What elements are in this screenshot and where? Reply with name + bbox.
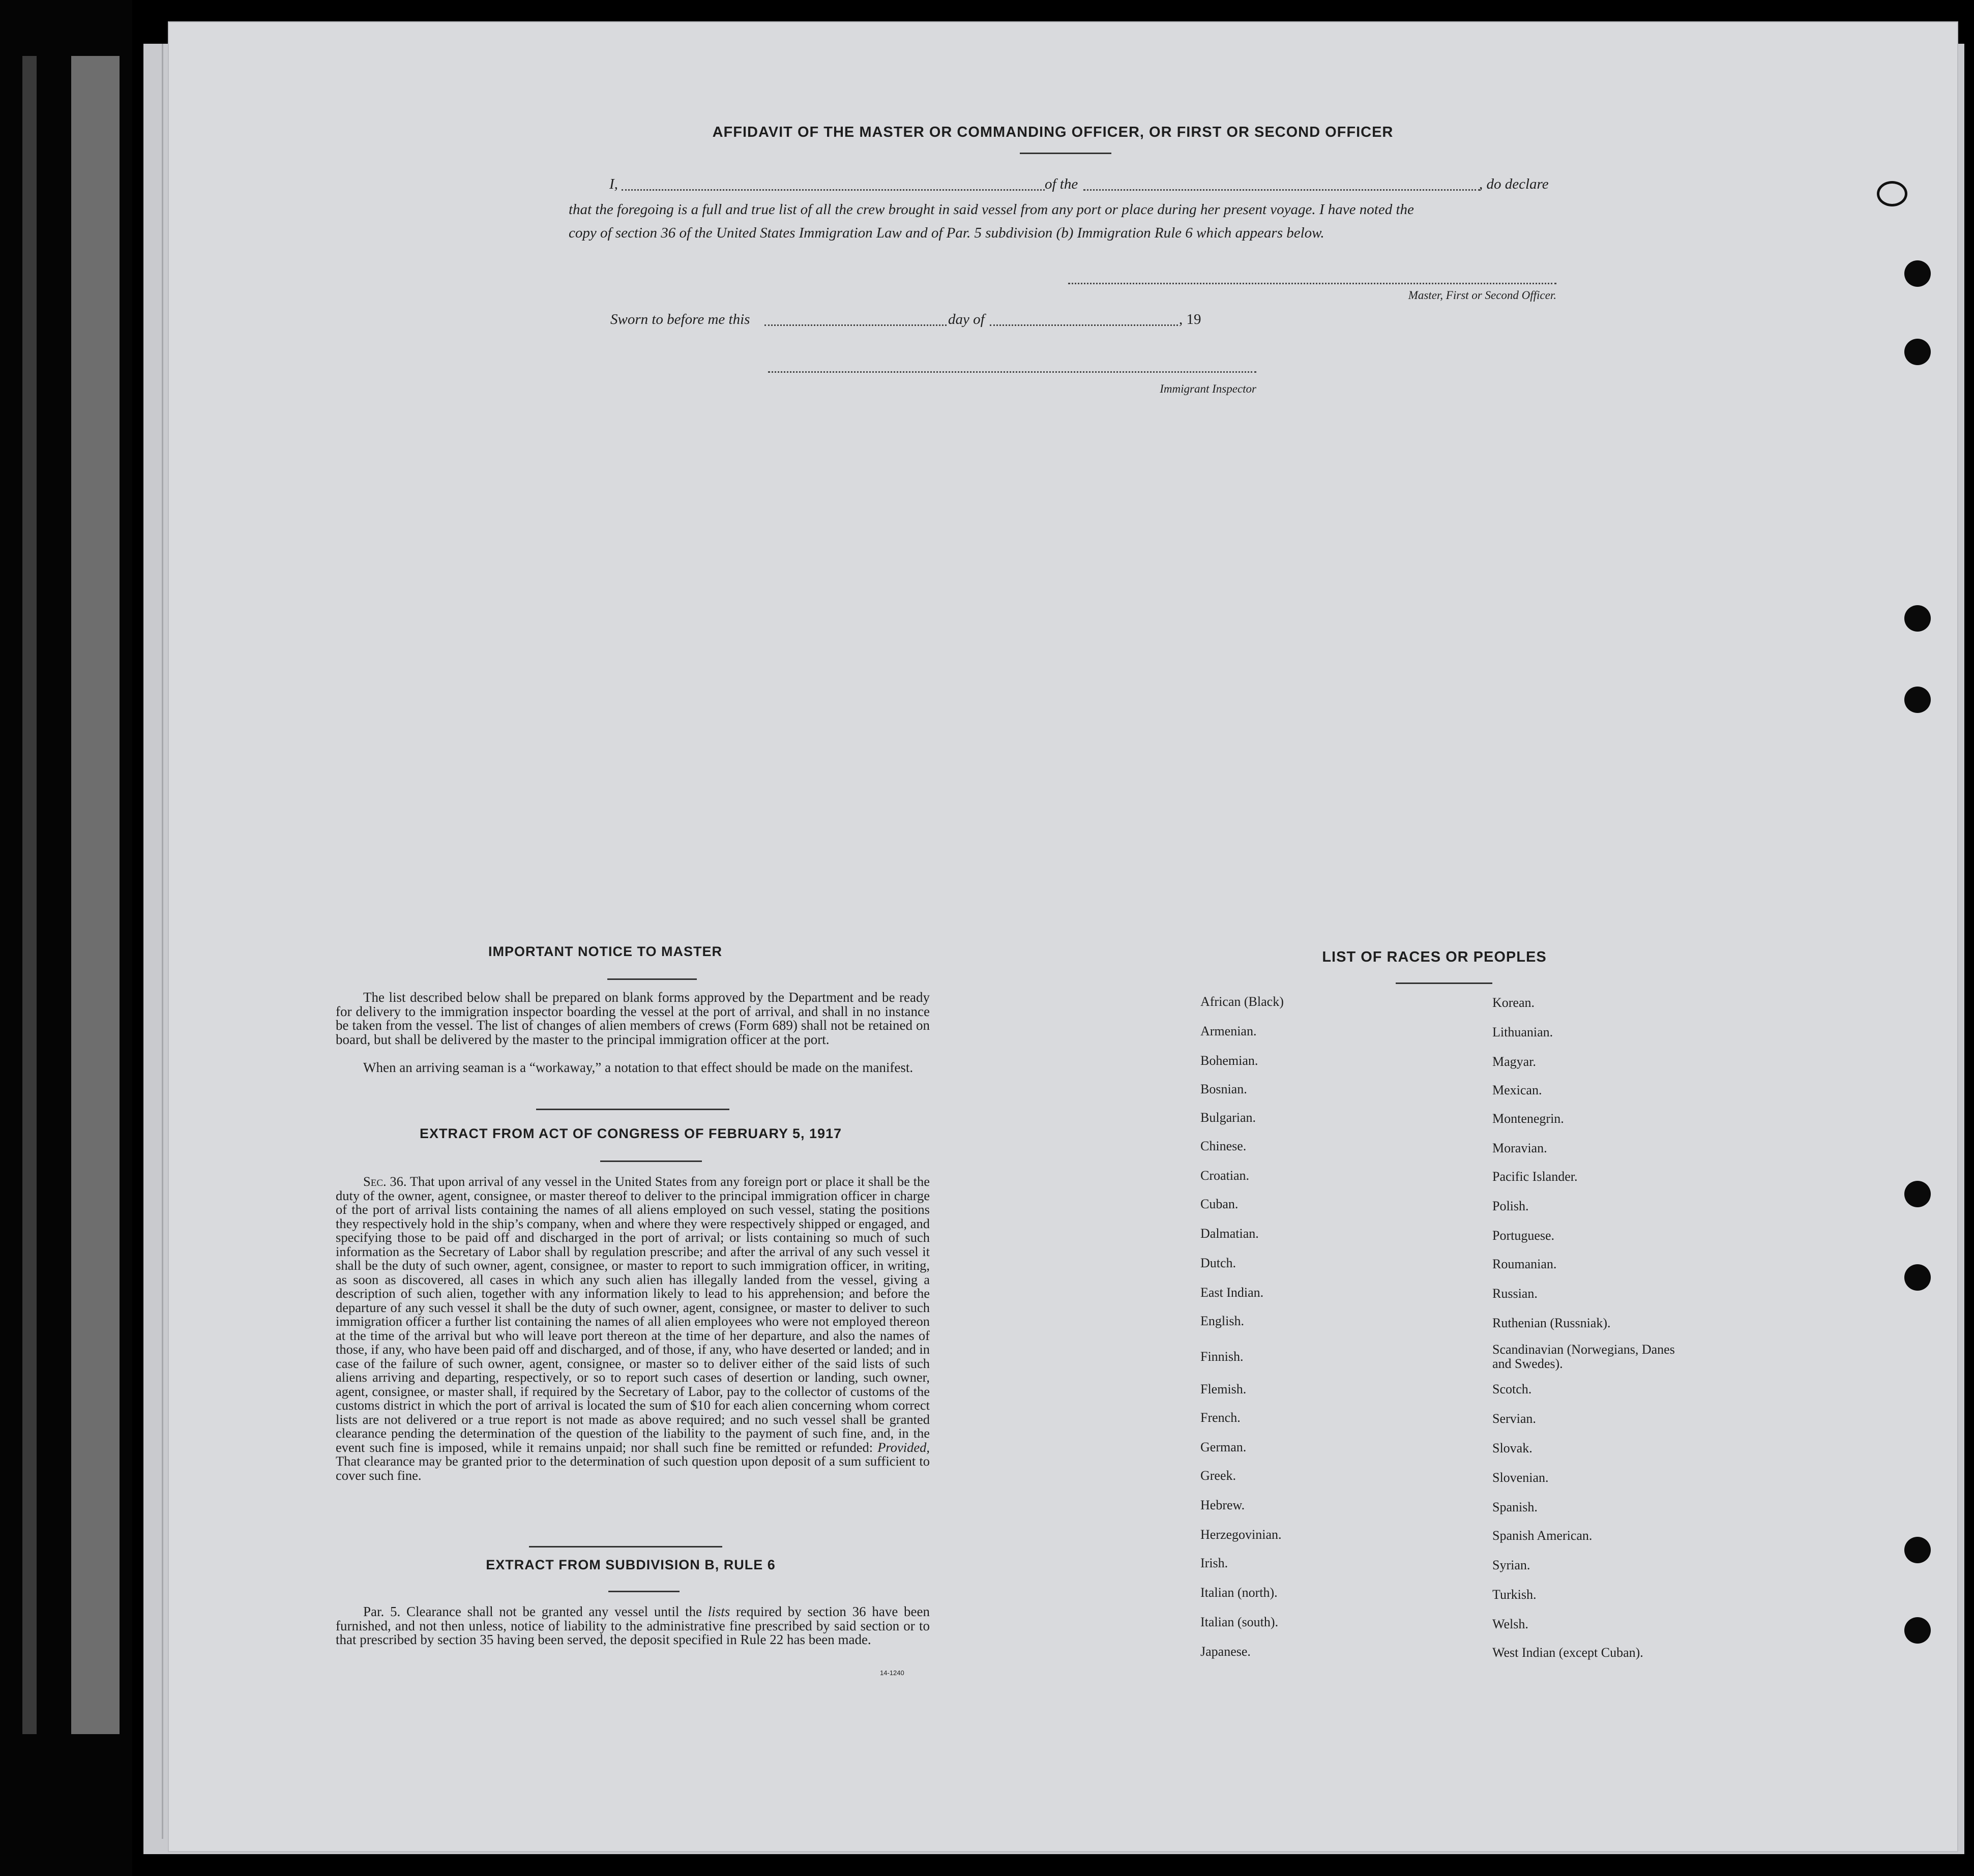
race-item: Greek. <box>1200 1468 1236 1483</box>
race-item: Roumanian. <box>1492 1257 1557 1271</box>
race-item: Servian. <box>1492 1411 1536 1426</box>
binder-strip <box>71 56 120 1734</box>
punch-hole <box>1904 1537 1931 1563</box>
sworn-month-field[interactable] <box>990 324 1178 326</box>
race-item: Irish. <box>1200 1556 1228 1570</box>
race-item: Magyar. <box>1492 1054 1536 1069</box>
race-item: Flemish. <box>1200 1382 1247 1396</box>
section-36-text: That upon arrival of any vessel in the United States from any foreign port or place it shall be the duty of the owner, agent, consignee, or master thereof to deliver to the principal immigration officer in charge of the port of arrival lists containing the names of all aliens employed on such vessel, stating the positions they respectively hold in the ship’s company, when and where they were respectively shipped or engaged, and specifying those to be paid off and discharged in the port of arrival; or lists containing so much of such information as the Secretary of Labor shall by regulation prescribe; and after the arrival of any such vessel it shall be the duty of such owner, agent, consignee, or master to report to such immigration officer, in writing, as soon as discovered, all cases in which any such alien has illegally landed from the vessel, giving a description of such alien, together with any information likely to lead to his apprehension; and before the departure of any such vessel it shall be the duty of such owner, agent, consignee, or master to deliver to such immigration officer a further list containing the names of all alien employees who were not employed thereon at the time of the arrival but who will leave port thereon at the time of her departure, and also the names of those, if any, who have been paid off and discharged, and of those, if any, who have deserted or landed; and in case of the failure of such owner, agent, consignee, or master so to deliver either of the said lists of such aliens arriving and departing, respectively, or so to report such cases of desertion or landing, such owner, agent, consignee, or master shall, if required by the Secretary of Labor, pay to the collector of customs of the customs district in which the port of arrival is located the sum of $10 for each alien concerning whom correct lists are not delivered or a true report is not made as above required; and no such vessel shall be granted clearance pending the determination of the question of the liability to the payment of such fine, and, in the event such fine is imposed, while it remains unpaid; nor shall such fine be remitted or refunded: <box>336 1174 930 1455</box>
lists-word: lists <box>708 1604 730 1619</box>
race-item: Slovenian. <box>1492 1470 1549 1485</box>
title-underline <box>1020 153 1111 154</box>
sworn-day-field[interactable] <box>764 324 947 326</box>
affidavit-title: AFFIDAVIT OF THE MASTER OR COMMANDING OFFICER, OR FIRST OR SECOND OFFICER <box>712 124 1394 140</box>
do-declare-label: , do declare <box>1479 176 1549 192</box>
race-item: Moravian. <box>1492 1141 1547 1155</box>
race-item: Finnish. <box>1200 1349 1244 1364</box>
race-item: Chinese. <box>1200 1139 1247 1153</box>
race-item: East Indian. <box>1200 1285 1264 1300</box>
punch-hole <box>1904 605 1931 632</box>
race-item: Dutch. <box>1200 1256 1236 1270</box>
race-item: Italian (north). <box>1200 1585 1278 1600</box>
officer-signature-field[interactable] <box>1068 283 1556 284</box>
page-edge-line <box>162 44 163 1839</box>
race-item: Polish. <box>1492 1199 1529 1213</box>
race-item: Syrian. <box>1492 1558 1530 1572</box>
race-item: Bohemian. <box>1200 1053 1258 1068</box>
race-item: Welsh. <box>1492 1617 1528 1631</box>
notice-title: IMPORTANT NOTICE TO MASTER <box>488 944 722 959</box>
race-item: English. <box>1200 1314 1244 1328</box>
proviso-label: Provided, <box>877 1439 930 1455</box>
officer-signature-label: Master, First or Second Officer. <box>1408 289 1556 302</box>
race-item: Herzegovinian. <box>1200 1527 1282 1542</box>
race-item: Japanese. <box>1200 1644 1251 1659</box>
race-item: Bosnian. <box>1200 1082 1247 1096</box>
divider-1 <box>536 1109 729 1110</box>
punch-hole <box>1904 687 1931 713</box>
notice-rule <box>607 978 697 980</box>
race-item: Mexican. <box>1492 1083 1542 1097</box>
race-item: Armenian. <box>1200 1024 1257 1038</box>
vessel-field[interactable] <box>1083 189 1480 191</box>
form-number: 14-1240 <box>880 1669 904 1677</box>
race-item: African (Black) <box>1200 994 1284 1009</box>
section-label: Sec. 36. <box>363 1174 407 1189</box>
races-title: LIST OF RACES OR PEOPLES <box>1322 949 1547 965</box>
rule-text-before: Par. 5. Clearance shall not be granted any vessel until the <box>363 1604 702 1619</box>
race-item: Lithuanian. <box>1492 1025 1553 1039</box>
races-rule <box>1396 982 1492 984</box>
race-item: Croatian. <box>1200 1168 1250 1183</box>
punch-hole <box>1904 339 1931 365</box>
rule-rule <box>608 1591 680 1592</box>
affidavit-body-line2: copy of section 36 of the United States Immigration Law and of Par. 5 subdivision (b) Immigration Rule 6 which appears below. <box>569 225 1324 241</box>
race-item: French. <box>1200 1410 1241 1425</box>
race-item: Russian. <box>1492 1286 1538 1301</box>
race-item: Ruthenian (Russniak). <box>1492 1316 1611 1330</box>
notice-paragraph-2: When an arriving seaman is a “workaway,” a notation to that effect should be made on the manifest. <box>363 1060 914 1075</box>
race-item: Spanish. <box>1492 1500 1538 1514</box>
race-item: Pacific Islander. <box>1492 1169 1578 1184</box>
race-item: Korean. <box>1492 995 1535 1010</box>
name-field[interactable] <box>622 189 1045 191</box>
race-item: Dalmatian. <box>1200 1226 1259 1241</box>
race-item: West Indian (except Cuban). <box>1492 1645 1643 1660</box>
race-item: Portuguese. <box>1492 1228 1555 1243</box>
proviso-text: That clearance may be granted prior to the determination of such question upon deposit of a sum sufficient to cover such fine. <box>336 1453 930 1483</box>
document-page <box>168 21 1958 1852</box>
binder-strip-dark <box>22 56 37 1734</box>
notice-paragraph-1: The list described below shall be prepared on blank forms approved by the Department and be ready for delivery to the immigration inspector boarding the vessel at the port of arrival, and shall in no instance be taken from the vessel. The list of changes of alien members of crews (Form 689) shall not be retained on board, but shall be delivered by the master to the principal immigration officer at the port. <box>336 990 930 1047</box>
rule-text <box>336 1605 930 1647</box>
punch-hole <box>1904 260 1931 287</box>
race-item: Turkish. <box>1492 1587 1537 1602</box>
act-text <box>336 1175 930 1482</box>
affidavit-body-line1: that the foregoing is a full and true list of all the crew brought in said vessel from any port or place during her present voyage. I have noted the <box>569 201 1414 218</box>
race-item: Bulgarian. <box>1200 1110 1256 1125</box>
race-item: Montenegrin. <box>1492 1111 1564 1126</box>
act-title: EXTRACT FROM ACT OF CONGRESS OF FEBRUARY 5, 1917 <box>419 1126 842 1141</box>
year-label: , 19 <box>1179 311 1201 327</box>
punch-hole <box>1904 1617 1931 1644</box>
punch-hole <box>1904 1181 1931 1207</box>
inspector-label: Immigrant Inspector <box>1160 382 1256 395</box>
rule-text-after: required by section 36 have been furnished, and not then unless, notice of liability to the administrative fine prescribed by said section or to that prescribed by section 35 having been served, the deposit specified in Rule 22 has been made. <box>336 1604 930 1647</box>
race-item: Scandinavian (Norwegians, Danes and Swedes). <box>1492 1342 1675 1371</box>
of-the-label: of the <box>1045 176 1078 192</box>
rule-title: EXTRACT FROM SUBDIVISION B, RULE 6 <box>486 1557 776 1572</box>
race-item: German. <box>1200 1440 1247 1454</box>
i-label: I, <box>609 176 618 192</box>
punch-hole-ring <box>1877 181 1907 206</box>
race-item: Hebrew. <box>1200 1498 1245 1512</box>
divider-2 <box>529 1546 722 1547</box>
race-item: Scotch. <box>1492 1382 1532 1396</box>
sworn-label: Sworn to before me this <box>610 311 750 327</box>
race-item: Cuban. <box>1200 1197 1239 1211</box>
race-item: Italian (south). <box>1200 1615 1279 1629</box>
act-rule <box>600 1160 702 1162</box>
day-of-label: day of <box>948 311 985 327</box>
race-item: Slovak. <box>1492 1441 1533 1455</box>
race-item: Spanish American. <box>1492 1528 1593 1543</box>
inspector-signature-field[interactable] <box>768 371 1256 373</box>
punch-hole <box>1904 1264 1931 1291</box>
